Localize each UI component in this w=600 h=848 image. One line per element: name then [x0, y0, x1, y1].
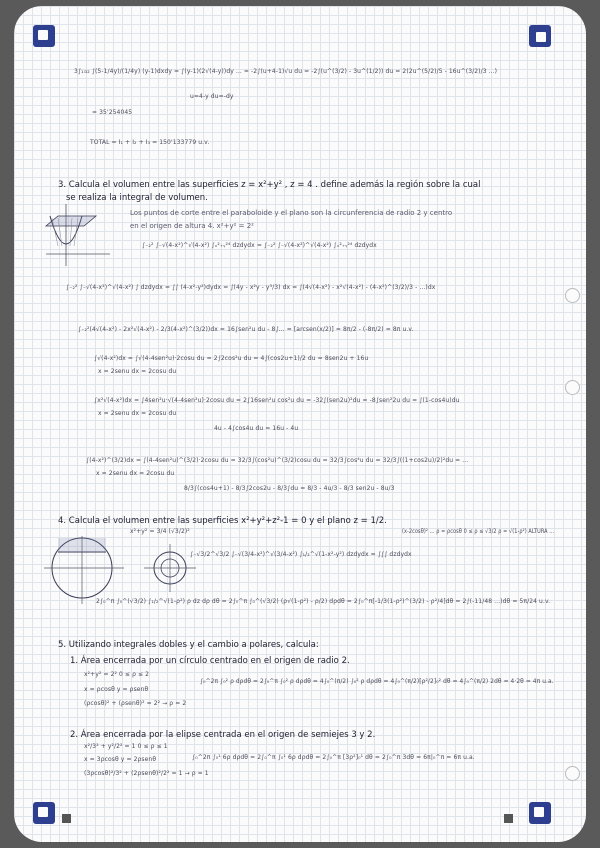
math-line: 4u - 4∫cos4u du = 16u - 4u [214, 425, 299, 432]
corner-mark-top-left [33, 25, 55, 47]
punch-hole [565, 288, 580, 303]
section-heading: se realiza la integral de volumen. [66, 193, 208, 203]
scan-marker-left [62, 814, 71, 823]
paraboloid-sketch [44, 202, 114, 270]
math-line: ∫(4-x²)^(3/2)dx = ∫(4-4sen²u)^(3/2)·2cosu du = 32/3∫(cos²u)^(3/2)cosu du = 32/3∫cos⁴u du = 32/3∫((1+cos2u)/2)²du = ... [86, 457, 469, 464]
math-line: (x-2cosθ)² ... ρ = ρcosθ 0 ≤ ρ ≤ √3/2 ρ = √(1-ρ²) ALTURA ... [402, 528, 555, 535]
math-line: 8/3∫(cos4u+1) - 8/3∫2cos2u - 8/3∫du = 8/3 - 4u/3 - 8/3 sen2u - 8u/3 [184, 485, 395, 492]
math-line: x = ρcosθ y = ρsenθ [84, 686, 149, 693]
math-line: ∫x²√(4-x²)dx = ∫4sen²u·√(4-4sen²u)·2cosu du = 2∫16sen²u cos²u du = -32∫(sen2u)²du = -8∫sen²2u du = ∫(1-cos4u)du [94, 397, 460, 404]
math-line: ∫₀^2π ∫₀¹ 6ρ dρdθ = 2∫₀^π ∫₀¹ 6ρ dρdθ = 2∫₀^π [3ρ²]₀¹ dθ = 2∫₀^π 3dθ = 6π|₀^π = 6π u.a. [192, 754, 475, 761]
math-line: x²+y² = 3/4 (√3/2)² [130, 528, 190, 535]
math-line: x = 2senu dx = 2cosu du [98, 410, 177, 417]
punch-hole [565, 766, 580, 781]
math-line: ∫√(4-x²)dx = ∫√(4-4sen²u)·2cosu du = 2∫2cos²u du = 4∫(cos2u+1)/2 du = 8sen2u + 16u [94, 355, 369, 362]
math-line: ∫₋₂² ∫₋√(4-x²)^√(4-x²) ∫ dzdydx = ∫∫ (4-x²-y²)dydx = ∫(4y - x²y - y³/3) dx = ∫(4√(4-x²) - x²√(4-x²) - (4-x²)^(3/2)/3 - ...)dx [66, 284, 436, 291]
math-line: x = 3ρcosθ y = 2ρsenθ [84, 756, 157, 763]
math-line: 3∫₁ₗ₃₂ ∫(5-1/4y)/(1/4y) (y-1)dxdy = ∫(y-1)(2√(4-y))dy ... = -2∫(u+4-1)√u du = -2∫(u^(3/2) - 3u^(1/2)) du = 2(2u^(5/2)/5 - 16u^(3/2)/3 ...) [74, 68, 498, 75]
math-line: x²+y² = 2² 0 ≤ ρ ≤ 2 [84, 671, 150, 678]
section-heading: 4. Calcula el volumen entre las superficies x²+y²+z²-1 = 0 y el plano z = 1/2. [58, 516, 387, 526]
math-line: u=4-y du=-dy [190, 93, 234, 100]
math-line: x = 2senu dx = 2cosu du [98, 368, 177, 375]
math-line: = 35'254045 [92, 109, 133, 116]
math-line: TOTAL = I₁ + I₂ + I₃ = 150'133779 u.v. [90, 139, 210, 146]
punch-hole [565, 380, 580, 395]
section-heading: 2. Área encerrada por la elipse centrada en el origen de semiejes 3 y 2. [70, 730, 376, 740]
math-line: ∫₀^2π ∫₀² ρ dρdθ = 2∫₀^π ∫₀² ρ dρdθ = 4∫₀^(π/2) ∫₀² ρ dρdθ = 4∫₀^(π/2)[ρ²/2]₀² dθ = 4∫₀^(π/2) 2dθ = 4·2θ = 4π u.a. [200, 678, 554, 685]
section-heading: 1. Área encerrada por un círculo centrado en el origen de radio 2. [70, 656, 350, 666]
math-line: ∫₋√3/2^√3/2 ∫₋√(3/4-x²)^√(3/4-x²) ∫₁/₂^√(1-x²-y²) dzdydx = ∫∫∫ dzdydx [190, 551, 412, 558]
section-heading: 5. Utilizando integrales dobles y el cambio a polares, calcula: [58, 640, 319, 650]
math-line: en el origen de altura 4. x²+y² = 2² [130, 222, 254, 230]
corner-mark-bottom-right [529, 802, 551, 824]
math-line: x = 2senu dx = 2cosu du [96, 470, 175, 477]
math-line: Los puntos de corte entre el paraboloide y el plano son la circunferencia de radio 2 y centro [130, 209, 453, 217]
section-heading: 3. Calcula el volumen entre las superficies z = x²+y² , z = 4 . define además la región sobre la cual [58, 180, 481, 190]
math-line: ∫₋₂² ∫₋√(4-x²)^√(4-x²) ∫ₓ²₊ᵧ²⁴ dzdydx = ∫₋₂² ∫₋√(4-x²)^√(4-x²) ∫ₓ²₊ᵧ²⁴ dzdydx [142, 242, 377, 249]
corner-mark-bottom-left [33, 802, 55, 824]
scan-marker-right [504, 814, 513, 823]
math-line: x²/3² + y²/2² = 1 0 ≤ ρ ≤ 1 [84, 743, 168, 750]
math-line: (3ρcosθ)²/3² + (2ρsenθ)²/2² = 1 → ρ = 1 [84, 770, 209, 777]
math-line: 2∫₀^π ∫₀^(√3/2) ∫₁/₂^√(1-ρ²) ρ dz dρ dθ = 2∫₀^π ∫₀^(√3/2) (ρ√(1-ρ²) - ρ/2) dρdθ = 2∫₀^π[-1/3(1-ρ²)^(3/2) - ρ²/4]dθ = 2∫(-11/48 ...)dθ = 5π/24 u.v. [96, 598, 551, 605]
math-line: ∫₋₂²(4√(4-x²) - 2x²√(4-x²) - 2/3(4-x²)^(3/2))dx = 16∫sen²u du - 8∫... = [arcsen(x/2)] = 8π/2 - (-8π/2) = 8π u.v. [78, 326, 414, 333]
notebook-page [14, 6, 586, 842]
corner-mark-top-right [529, 25, 551, 47]
math-line: (ρcosθ)² + (ρsenθ)² = 2² → ρ = 2 [84, 700, 187, 707]
